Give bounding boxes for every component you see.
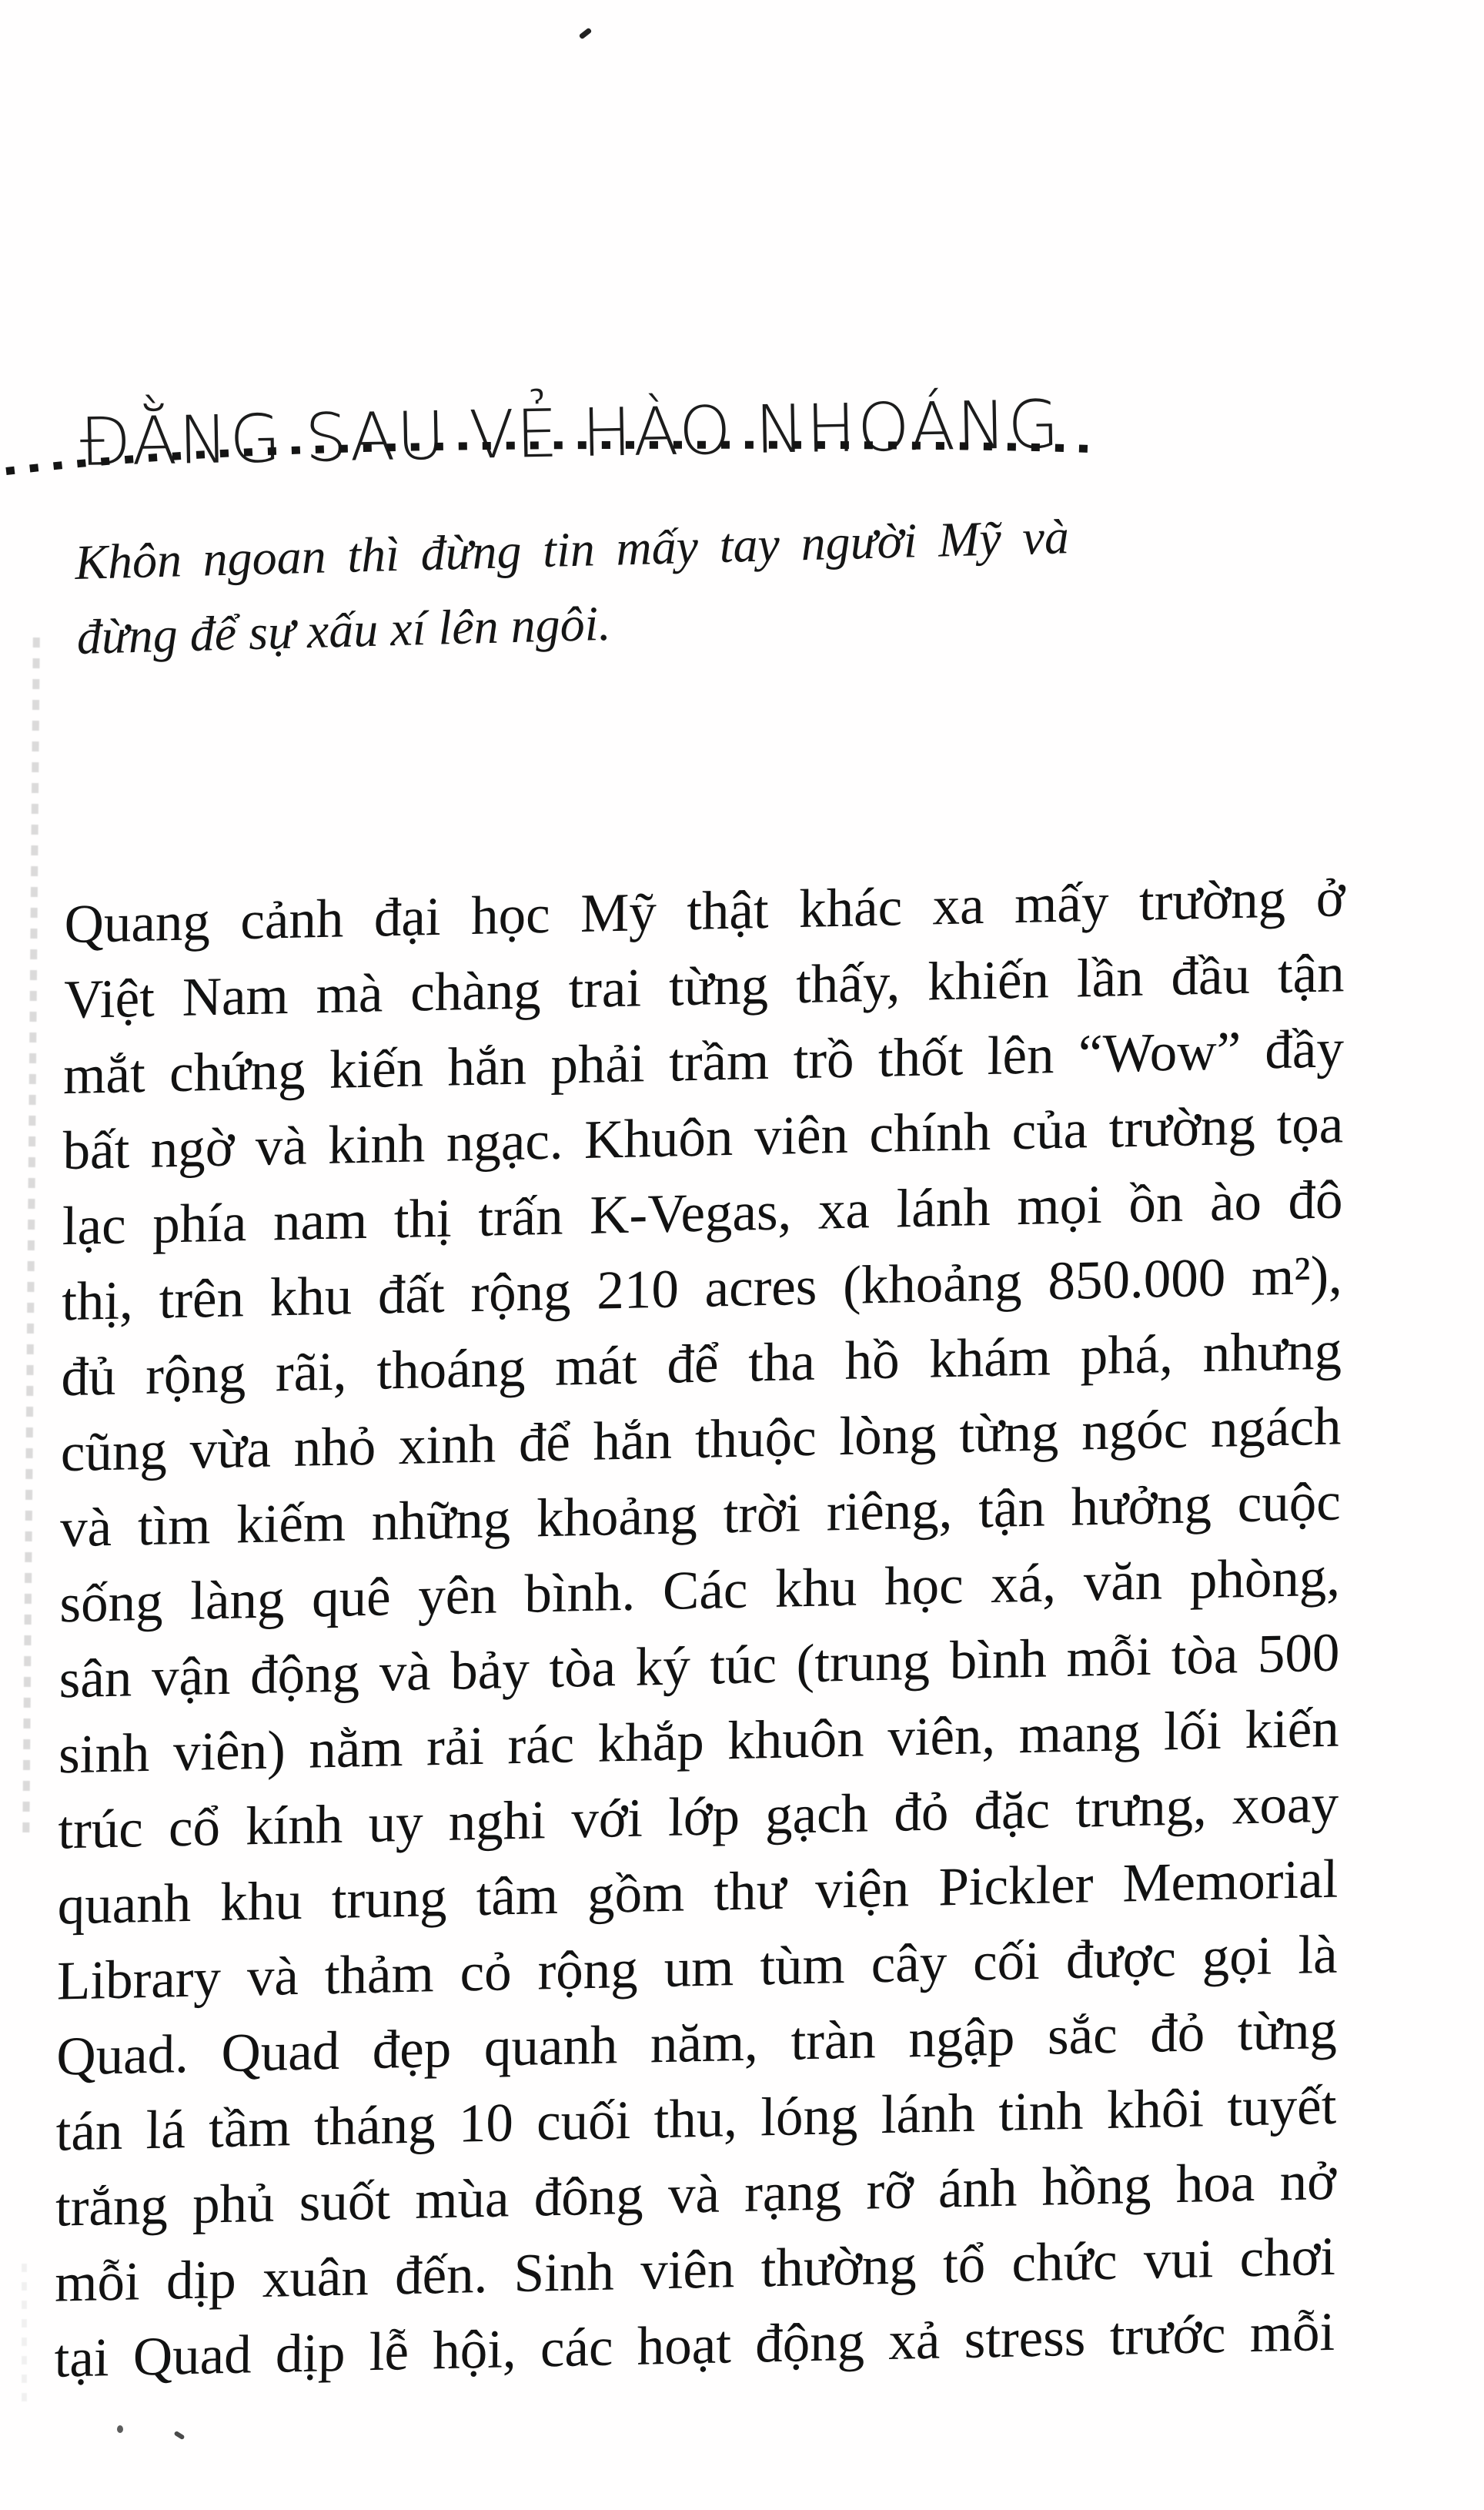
body-line: trúc cổ kính uy nghi với lớp gạch đỏ đặc trưng, xoay — [58, 1773, 1339, 1861]
body-line: và tìm kiếm những khoảng trời riêng, tận hưởng cuộc — [59, 1471, 1342, 1559]
scan-speck-top — [579, 28, 593, 40]
body-line: sân vận động và bảy tòa ký túc (trung bình mỗi tòa 500 — [58, 1622, 1340, 1710]
body-line: lạc phía nam thị trấn K-Vegas, xa lánh mọi ồn ào đô — [62, 1170, 1343, 1257]
body-line: đủ rộng rãi, thoáng mát để tha hồ khám phá, nhưng — [61, 1320, 1342, 1408]
body-line: tại Quad dịp lễ hội, các hoạt động xả stress trước mỗi — [54, 2301, 1335, 2389]
body-line: mỗi dịp xuân đến. Sinh viên thường tổ chức vui chơi — [55, 2226, 1336, 2314]
epigraph-line-2: đừng để sự xấu xí lên ngôi. — [75, 595, 612, 664]
body-line: sống làng quê yên bình. Các khu học xá, văn phòng, — [59, 1547, 1341, 1635]
body-line: trắng phủ suốt mùa đông và rạng rỡ ánh hồng hoa nở — [55, 2150, 1336, 2238]
body-line: cũng vừa nhỏ xinh để hắn thuộc lòng từng ngóc ngách — [60, 1396, 1342, 1484]
dashed-divider-path — [6, 445, 1091, 471]
body-line: mắt chứng kiến hắn phải trầm trồ thốt lên “Wow” đầy — [63, 1019, 1345, 1106]
chapter-title: ĐẰNG SAU VẺ HÀO NHOÁNG — [79, 386, 1061, 481]
epigraph-line-1: Khôn ngoan thì đừng tin mấy tay người Mỹ và — [74, 509, 1070, 590]
body-line: Việt Nam mà chàng trai từng thấy, khiến lần đầu tận — [63, 943, 1345, 1031]
body-line: bất ngờ và kinh ngạc. Khuôn viên chính của trường tọa — [62, 1094, 1344, 1182]
scan-bleedthrough-strip — [22, 638, 40, 1839]
epigraph — [74, 499, 1072, 674]
body-paragraph — [54, 860, 1345, 2397]
body-line: tán lá tầm tháng 10 cuối thu, lóng lánh tinh khôi tuyết — [55, 2075, 1337, 2163]
body-line: Library và thảm cỏ rộng um tùm cây cối được gọi là — [56, 1924, 1338, 2012]
dashed-divider — [2, 436, 1098, 479]
scan-speck-dot — [117, 2425, 123, 2433]
scan-bleedthrough-strip-lower — [22, 2264, 27, 2406]
scan-speck-comma — [173, 2431, 185, 2441]
body-line: quanh khu trung tâm gồm thư viện Pickler Memorial — [57, 1849, 1339, 1936]
body-line: Quang cảnh đại học Mỹ thật khác xa mấy trường ở — [64, 868, 1345, 955]
body-line: thị, trên khu đất rộng 210 acres (khoảng 850.000 m²), — [61, 1245, 1343, 1333]
body-line: Quad. Quad đẹp quanh năm, tràn ngập sắc đỏ từng — [56, 2000, 1338, 2087]
body-line: sinh viên) nằm rải rác khắp khuôn viên, mang lối kiến — [58, 1698, 1340, 1785]
